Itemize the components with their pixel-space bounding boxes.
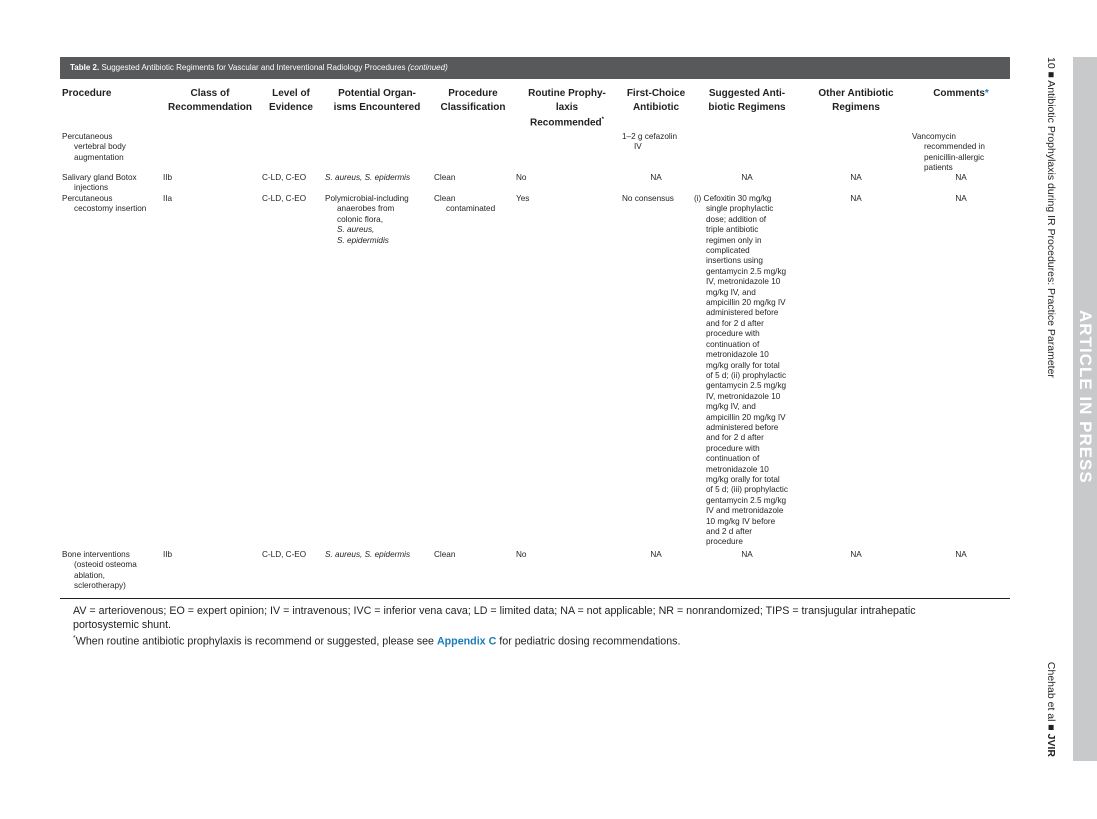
- row2-other: NA: [850, 173, 862, 182]
- row3-regimen-line: complicated: [706, 246, 750, 256]
- row1-procedure: [62, 132, 160, 163]
- header-class-line2: Recommendation: [168, 101, 252, 113]
- row3-classification-line1: Clean: [434, 194, 456, 203]
- row2-first-choice: NA: [650, 173, 662, 182]
- footnote-note-after: for pediatric dosing recommendations.: [496, 635, 681, 648]
- row3-regimen-line: 10 mg/kg IV before: [706, 516, 776, 526]
- row4-classification: Clean: [434, 550, 456, 559]
- header-class: [162, 87, 258, 114]
- row3-regimen-line: gentamycin 2.5 mg/kg: [706, 495, 787, 505]
- row3-organisms-line3: colonic flora,: [337, 214, 383, 224]
- row2-class: IIb: [163, 173, 173, 182]
- header-prophylaxis: [516, 87, 618, 130]
- row3-regimen-line: mg/kg orally for total: [706, 474, 780, 484]
- row2-regimen: NA: [741, 173, 753, 182]
- row4-organisms: S. aureus, S. epidermis: [325, 550, 411, 559]
- row3-regimen-line: ampicillin 20 mg/kg IV: [706, 298, 786, 308]
- row3-regimen-line: procedure: [706, 537, 743, 547]
- row3-regimen-line: ampicillin 20 mg/kg IV: [706, 412, 786, 422]
- row3-procedure-line1: Percutaneous: [62, 194, 113, 203]
- row3-regimen-line: and for 2 d after: [706, 318, 764, 328]
- row1-comments-line3: penicillin-allergic: [924, 152, 985, 162]
- table-caption: [60, 57, 1010, 79]
- row3-regimen-line: metronidazole 10: [706, 464, 769, 474]
- row3-organisms: [325, 194, 431, 246]
- row3-regimen-line: triple antibiotic: [706, 225, 759, 235]
- header-classification: [433, 87, 513, 114]
- table-label: Table 2.: [70, 63, 100, 72]
- row3-procedure: [62, 194, 160, 215]
- row1-first-choice: [622, 132, 694, 153]
- row3-regimen-line: gentamycin 2.5 mg/kg: [706, 266, 787, 276]
- row3-organisms-line4: S. aureus,: [337, 225, 375, 235]
- row3-regimen-line: IV, metronidazole 10: [706, 391, 781, 401]
- row3-regimen-line: (i) Cefoxitin 30 mg/kg: [694, 194, 772, 203]
- header-first-line1: First-Choice: [626, 88, 686, 99]
- row3-regimen-line: mg/kg IV, and: [706, 402, 756, 412]
- row3-classification-line2: contaminated: [446, 204, 496, 214]
- row3-regimen-line: mg/kg IV, and: [706, 287, 756, 297]
- header-procedure-label: Procedure: [62, 88, 112, 99]
- header-level-line2: Evidence: [269, 101, 313, 113]
- running-header: [1044, 57, 1058, 757]
- row3-organisms-line5: S. epidermidis: [337, 235, 389, 245]
- row3-regimen-line: administered before: [706, 422, 779, 432]
- header-other: [804, 87, 908, 114]
- row2-procedure-line1: Salivary gland Botox: [62, 173, 137, 182]
- header-other-line2: Regimens: [832, 101, 880, 113]
- row4-procedure-line2: (osteoid osteoma: [74, 560, 137, 570]
- row4-level: C-LD, C-EO: [262, 550, 307, 559]
- footnote-mark: *: [73, 635, 76, 642]
- row3-regimen-line: mg/kg orally for total: [706, 360, 780, 370]
- row3-classification: [434, 194, 514, 215]
- row3-regimen-line: of 5 d; (iii) prophylactic: [706, 485, 788, 495]
- row4-comments: NA: [955, 550, 967, 559]
- row3-organisms-line1: Polymicrobial-including: [325, 194, 409, 203]
- row3-regimen-line: and 2 d after: [706, 527, 752, 536]
- header-procedure: [62, 87, 111, 101]
- header-first-line2: Antibiotic: [632, 101, 680, 113]
- row1-comments-line4: patients: [924, 163, 953, 173]
- page-number: 10: [1045, 57, 1057, 69]
- footnote-abbreviations-line2: portosystemic shunt.: [73, 619, 172, 631]
- appendix-c-link[interactable]: Appendix C: [436, 635, 497, 648]
- article-in-press-text: ARTICLE IN PRESS: [1076, 310, 1095, 484]
- row1-comments-line2: recommended in: [924, 142, 985, 152]
- table-footnote: [73, 604, 1013, 649]
- header-level-line1: Level of: [272, 88, 310, 99]
- row4-procedure-line3: ablation,: [74, 570, 105, 580]
- row3-regimen-line: administered before: [706, 308, 779, 318]
- row3-regimen-line: procedure with: [706, 443, 760, 453]
- header-prophylaxis-line2: laxis: [555, 101, 579, 113]
- row1-procedure-line2: vertebral body: [74, 142, 126, 152]
- header-prophylaxis-line3-text: Recommended: [529, 117, 602, 129]
- row3-organisms-line2: anaerobes from: [337, 204, 395, 214]
- row1-first-line2: IV: [634, 142, 642, 152]
- footnote-note: [73, 632, 1013, 649]
- row3-regimen-line: IV, metronidazole 10: [706, 277, 781, 287]
- row3-regimen-line: gentamycin 2.5 mg/kg: [706, 381, 787, 391]
- header-first-choice: [620, 87, 692, 114]
- row2-comments: NA: [955, 173, 967, 182]
- header-organisms-line2: isms Encountered: [333, 101, 421, 113]
- header-class-line1: Class of: [190, 88, 230, 99]
- row1-comments-line1: Vancomycin: [912, 132, 956, 141]
- header-other-line1: Other Antibiotic: [818, 88, 894, 99]
- row1-comments: [912, 132, 1008, 174]
- header-prophylaxis-line1: Routine Prophy-: [528, 88, 606, 99]
- row3-regimen-line: regimen only in: [706, 235, 762, 245]
- footnote-abbreviations-line1: AV = arteriovenous; EO = expert opinion; IV = intravenous; IVC = inferior vena cava; LD = limited data; NA = not applicable; NR = nonrandomized; TIPS = transjugular intrahepatic: [73, 605, 916, 617]
- row4-other: NA: [850, 550, 862, 559]
- header-organisms-line1: Potential Organ-: [338, 88, 416, 99]
- row3-regimen-line: of 5 d; (ii) prophylactic: [706, 370, 787, 380]
- header-comments-mark: *: [984, 88, 989, 99]
- row2-procedure: [62, 173, 160, 194]
- row3-comments: NA: [955, 194, 967, 203]
- row4-prophylaxis: No: [516, 550, 527, 559]
- row3-regimen: [694, 194, 802, 548]
- row2-prophylaxis: No: [516, 173, 527, 182]
- header-classification-line2: Classification: [440, 101, 506, 113]
- header-regimens-line2: biotic Regimens: [708, 101, 786, 113]
- row1-first-line1: 1–2 g cefazolin: [622, 132, 678, 141]
- row4-regimen: NA: [741, 550, 753, 559]
- running-authors: Chehab et al: [1045, 661, 1057, 722]
- header-comments-label: Comments: [933, 88, 985, 99]
- row4-procedure-line1: Bone interventions: [62, 550, 130, 559]
- row3-regimen-line: and for 2 d after: [706, 433, 764, 443]
- header-regimens-line1: Suggested Anti-: [708, 88, 786, 99]
- row3-class: IIa: [163, 194, 173, 203]
- header-classification-line1: Procedure: [448, 88, 498, 99]
- header-separator-2: ■: [1045, 724, 1057, 731]
- row3-regimen-line: continuation of: [706, 339, 760, 349]
- header-separator-1: ■: [1045, 71, 1057, 78]
- row3-first-choice: No consensus: [622, 194, 674, 203]
- row4-first-choice: NA: [650, 550, 662, 559]
- row3-regimen-line: procedure with: [706, 329, 760, 339]
- row1-procedure-line3: augmentation: [74, 152, 124, 162]
- header-prophylaxis-mark: *: [601, 117, 605, 123]
- row3-regimen-line: insertions using: [706, 256, 763, 266]
- row2-organisms: S. aureus, S. epidermis: [325, 173, 411, 182]
- row2-level: C-LD, C-EO: [262, 173, 307, 182]
- header-regimens: [696, 87, 798, 114]
- row3-level: C-LD, C-EO: [262, 194, 307, 203]
- table-bottom-rule: [60, 598, 1010, 599]
- header-comments: [914, 87, 1008, 101]
- table-title: Suggested Antibiotic Regiments for Vascular and Interventional Radiology Procedures: [101, 63, 406, 72]
- row1-procedure-line1: Percutaneous: [62, 132, 113, 141]
- row3-regimen-line: IV and metronidazole: [706, 506, 784, 516]
- header-prophylaxis-line3: [516, 114, 618, 130]
- running-title: Antibiotic Prophylaxis during IR Procedures: Practice Parameter: [1045, 80, 1057, 378]
- row3-procedure-line2: cecostomy insertion: [74, 204, 147, 214]
- row4-procedure: [62, 550, 160, 592]
- table-continued: (continued): [407, 63, 448, 72]
- footnote-note-before: When routine antibiotic prophylaxis is recommend or suggested, please see: [75, 635, 437, 648]
- header-organisms: [324, 87, 430, 114]
- row3-regimen-line: continuation of: [706, 454, 760, 464]
- row3-prophylaxis: Yes: [516, 194, 530, 203]
- article-in-press-label: [1074, 310, 1096, 500]
- row3-regimen-line: dose; addition of: [706, 214, 767, 224]
- row3-regimen-line: single prophylactic: [706, 204, 774, 214]
- row2-classification: Clean: [434, 173, 456, 182]
- row3-regimen-line: metronidazole 10: [706, 350, 769, 360]
- row2-procedure-line2: injections: [74, 183, 109, 193]
- row3-other: NA: [850, 194, 862, 203]
- journal-name: JVIR: [1045, 733, 1057, 757]
- row4-procedure-line4: sclerotherapy): [74, 581, 126, 591]
- row4-class: IIb: [163, 550, 173, 559]
- header-level: [263, 87, 319, 114]
